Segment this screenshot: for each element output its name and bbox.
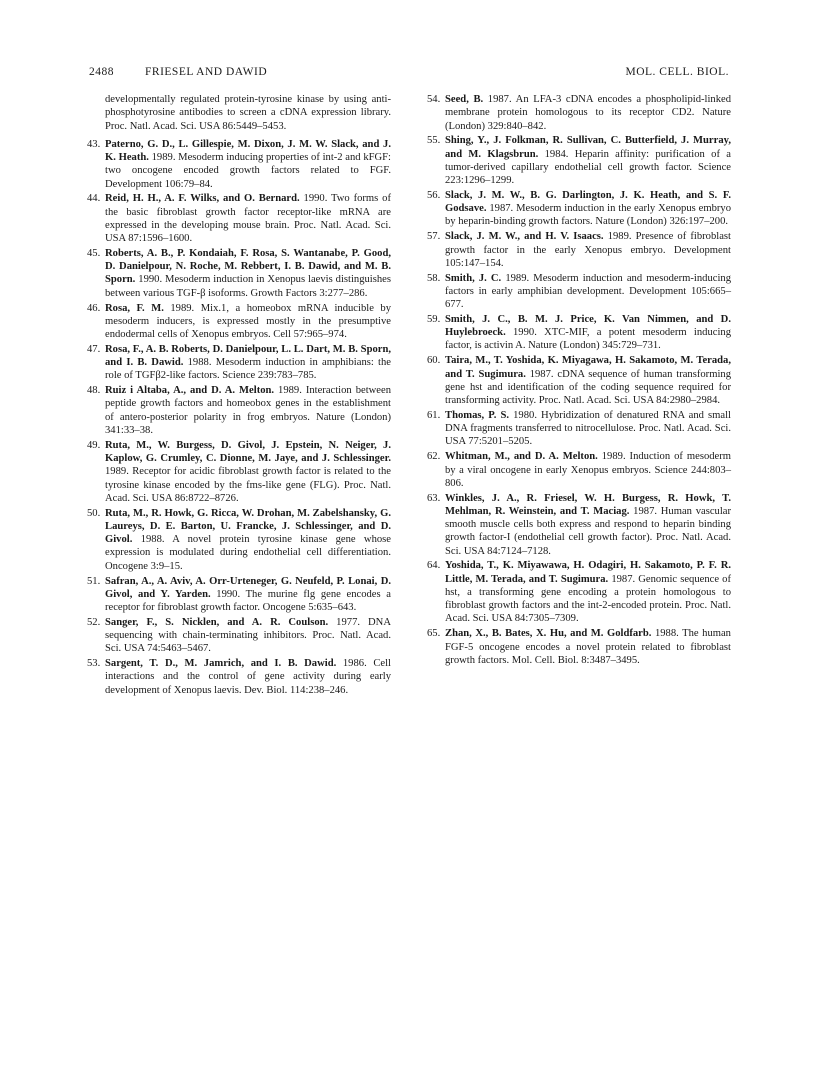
reference-number: 43. <box>87 138 101 150</box>
reference-number: 60. <box>427 355 441 367</box>
reference-text: 1990. The murine flg gene encodes a receptor for fibroblast growth factor. Oncogene 5:635–643. <box>105 588 391 613</box>
reference-text: 1984. Heparin affinity: purification of a tumor-derived capillary endothelial cell growth factor. Science 223:1296–1299. <box>445 148 731 187</box>
reference-authors: Smith, J. C. <box>445 272 502 284</box>
reference-text: 1989. Mix.1, a homeobox mRNA inducible by mesoderm inducers, is expressed mostly in the presumptive endodermal cells of Xenopus embryos. Cell 57:965–974. <box>105 302 391 341</box>
reference-entry <box>429 627 731 667</box>
reference-number: 61. <box>427 409 441 421</box>
reference-number: 45. <box>87 247 101 259</box>
reference-authors: Seed, B. <box>445 94 484 105</box>
running-head-journal: MOL. CELL. BIOL. <box>625 66 729 78</box>
reference-entry <box>89 575 391 615</box>
reference-entry <box>429 450 731 490</box>
reference-entry <box>89 247 391 300</box>
reference-entry <box>429 559 731 625</box>
reference-entry <box>429 313 731 353</box>
reference-text: 1990. Two forms of the basic fibroblast growth factor receptor-like mRNA are expressed in the developing mouse brain. Proc. Natl. Acad. Sci. USA 87:1596–1600. <box>105 193 391 245</box>
page-number: 2488 <box>89 66 114 78</box>
reference-entry <box>89 302 391 342</box>
reference-entry <box>89 138 391 191</box>
reference-authors: Ruta, M., W. Burgess, D. Givol, J. Epstein, N. Neiger, J. Kaplow, G. Crumley, C. Dionne, M. Jaye, and J. Schlessinger. <box>105 439 391 465</box>
reference-entry <box>429 189 731 229</box>
reference-authors: Ruta, M., R. Howk, G. Ricca, W. Drohan, M. Zabelshansky, G. Laureys, D. E. Barton, U. Francke, J. Schlessinger, and D. Givol. <box>105 507 391 546</box>
reference-authors: Winkles, J. A., R. Friesel, W. H. Burgess, R. Howk, T. Mehlman, R. Weinstein, and T. Maciag. <box>445 492 731 517</box>
reference-authors: Shing, Y., J. Folkman, R. Sullivan, C. Butterfield, J. Murray, and M. Klagsbrun. <box>445 135 731 160</box>
reference-authors: Thomas, P. S. <box>445 409 510 421</box>
reference-authors: Rosa, F. M. <box>105 302 164 314</box>
reference-entry <box>89 657 391 697</box>
reference-text: 1987. An LFA-3 cDNA encodes a phospholipid-linked membrane protein homologous to its receptor CD2. Nature (London) 329:840–842. <box>445 94 731 132</box>
reference-number: 50. <box>87 507 101 519</box>
reference-entry <box>89 384 391 437</box>
reference-number: 63. <box>427 492 441 504</box>
reference-text: 1977. DNA sequencing with chain-terminating inhibitors. Proc. Natl. Acad. Sci. USA 74:5463–5467. <box>105 616 391 655</box>
reference-entry <box>429 93 731 133</box>
reference-text: 1989. Receptor for acidic fibroblast growth factor is related to the tyrosine kinase encoded by the fms-like gene (FLG). Proc. Natl. Acad. Sci. USA 86:8722–8726. <box>105 466 391 504</box>
reference-text: 1987. cDNA sequence of human transforming gene hst and identification of the coding sequence required for transforming activity. Proc. Natl. Acad. Sci. USA 84:2980–2984. <box>445 368 731 407</box>
reference-authors: Paterno, G. D., L. Gillespie, M. Dixon, J. M. W. Slack, and J. K. Heath. <box>105 138 391 163</box>
reference-number: 58. <box>427 272 441 284</box>
reference-authors: Reid, H. H., A. F. Wilks, and O. Bernard. <box>105 193 300 205</box>
reference-text: 1988. A novel protein tyrosine kinase gene whose expression is modulated during endothelial cell differentiation. Oncogene 3:9–15. <box>105 534 391 572</box>
running-head-authors: FRIESEL AND DAWID <box>145 66 268 78</box>
reference-authors: Whitman, M., and D. A. Melton. <box>445 451 598 463</box>
reference-entry <box>429 134 731 187</box>
reference-number: 51. <box>87 575 101 587</box>
reference-text: 1989. Mesoderm induction and mesoderm-inducing factors in early amphibian development. Development 105:665–677. <box>445 272 731 311</box>
reference-number: 65. <box>427 628 441 640</box>
reference-number: 53. <box>87 658 101 670</box>
reference-number: 47. <box>87 343 101 355</box>
reference-entry <box>429 230 731 270</box>
reference-continuation: developmentally regulated protein-tyrosine kinase by using anti-phosphotyrosine antibodies to screen a cDNA expression library. Proc. Natl. Acad. Sci. USA 86:5449–5453. <box>105 94 391 132</box>
reference-authors: Taira, M., T. Yoshida, K. Miyagawa, H. Sakamoto, M. Terada, and T. Sugimura. <box>445 355 731 380</box>
reference-number: 48. <box>87 385 101 397</box>
reference-number: 64. <box>427 560 441 572</box>
reference-text: 1989. Presence of fibroblast growth factor in the early Xenopus embryo. Development 105:147–154. <box>445 231 731 269</box>
reference-authors: Zhan, X., B. Bates, X. Hu, and M. Goldfarb. <box>445 628 652 640</box>
reference-text: 1988. Mesoderm induction in amphibians: the role of TGFβ2-like factors. Science 239:783–785. <box>105 357 391 382</box>
reference-text: 1990. XTC-MIF, a potent mesoderm inducing factor, is activin A. Nature (London) 345:729–731. <box>445 327 731 352</box>
reference-entry <box>89 192 391 245</box>
reference-text: 1988. The human FGF-5 oncogene encodes a novel protein related to fibroblast growth factors. Mol. Cell. Biol. 8:3487–3495. <box>445 628 731 666</box>
reference-text: 1987. Genomic sequence of hst, a transforming gene encoding a protein homologous to fibroblast growth factors and the int-2-encoded protein. Proc. Natl. Acad. Sci. USA 84:7305–7309. <box>445 573 731 625</box>
reference-number: 56. <box>427 189 441 201</box>
reference-number: 55. <box>427 135 441 147</box>
reference-entry <box>429 492 731 558</box>
reference-text: 1989. Mesoderm inducing properties of int-2 and kFGF: two oncogene encoded growth factors related to FGF. Development 106:79–84. <box>105 152 391 190</box>
reference-entry <box>89 439 391 505</box>
reference-authors: Rosa, F., A. B. Roberts, D. Danielpour, L. L. Dart, M. B. Sporn, and I. B. Dawid. <box>105 343 391 369</box>
reference-entry <box>429 409 731 449</box>
reference-entry <box>429 354 731 407</box>
reference-authors: Slack, J. M. W., B. G. Darlington, J. K. Heath, and S. F. Godsave. <box>445 189 731 215</box>
reference-number: 57. <box>427 231 441 243</box>
reference-column-right <box>429 93 731 669</box>
page-header <box>89 66 729 82</box>
reference-authors: Sargent, T. D., M. Jamrich, and I. B. Dawid. <box>105 658 337 670</box>
reference-entry <box>429 272 731 312</box>
reference-number: 54. <box>427 94 441 105</box>
reference-authors: Yoshida, T., K. Miyawawa, H. Odagiri, H. Sakamoto, P. F. R. Little, M. Terada, and T. Sugimura. <box>445 560 731 585</box>
reference-number: 52. <box>87 616 101 628</box>
reference-number: 49. <box>87 439 101 451</box>
reference-text: 1990. Mesoderm induction in Xenopus laevis distinguishes between various TGF-β isoforms. Growth Factors 3:277–286. <box>105 274 391 299</box>
reference-number: 62. <box>427 451 441 463</box>
reference-authors: Ruiz i Altaba, A., and D. A. Melton. <box>105 385 275 397</box>
reference-text: 1987. Human vascular smooth muscle cells both express and respond to heparin binding growth factor-I (endothelial cell growth factor). Proc. Natl. Acad. Sci. USA 84:7124–7128. <box>445 505 731 557</box>
reference-entry <box>89 616 391 656</box>
reference-number: 59. <box>427 313 441 325</box>
reference-number: 44. <box>87 193 101 205</box>
reference-number: 46. <box>87 302 101 314</box>
reference-text: 1980. Hybridization of denatured RNA and small DNA fragments transferred to nitrocellulose. Proc. Natl. Acad. Sci. USA 77:5201–5205. <box>445 409 731 448</box>
reference-authors: Sanger, F., S. Nicklen, and A. R. Coulson. <box>105 616 329 628</box>
reference-text: 1989. Interaction between peptide growth factors and homeobox genes in the establishment of antero-posterior polarity in frog embryos. Nature (London) 341:33–38. <box>105 385 391 436</box>
reference-authors: Slack, J. M. W., and H. V. Isaacs. <box>445 231 604 243</box>
reference-column-left <box>89 93 391 699</box>
reference-text: 1987. Mesoderm induction in the early Xenopus embryo by heparin-binding growth factors. Nature (London) 326:197–200. <box>445 203 731 228</box>
reference-authors: Roberts, A. B., P. Kondaiah, F. Rosa, S. Wantanabe, P. Good, D. Danielpour, N. Roche, M. Rebbert, I. B. Dawid, and M. B. Sporn. <box>105 247 391 286</box>
reference-entry <box>89 507 391 573</box>
reference-entry <box>89 343 391 383</box>
reference-text: 1986. Cell interactions and the control of gene activity during early development of Xenopus laevis. Dev. Biol. 114:238–246. <box>105 658 391 696</box>
reference-authors: Smith, J. C., B. M. J. Price, K. Van Nimmen, and D. Huylebroeck. <box>445 313 731 339</box>
reference-authors: Safran, A., A. Aviv, A. Orr-Urteneger, G. Neufeld, P. Lonai, D. Givol, and Y. Yarden. <box>105 575 391 600</box>
reference-text: 1989. Induction of mesoderm by a viral oncogene in early Xenopus embryos. Science 244:803–806. <box>445 451 732 489</box>
